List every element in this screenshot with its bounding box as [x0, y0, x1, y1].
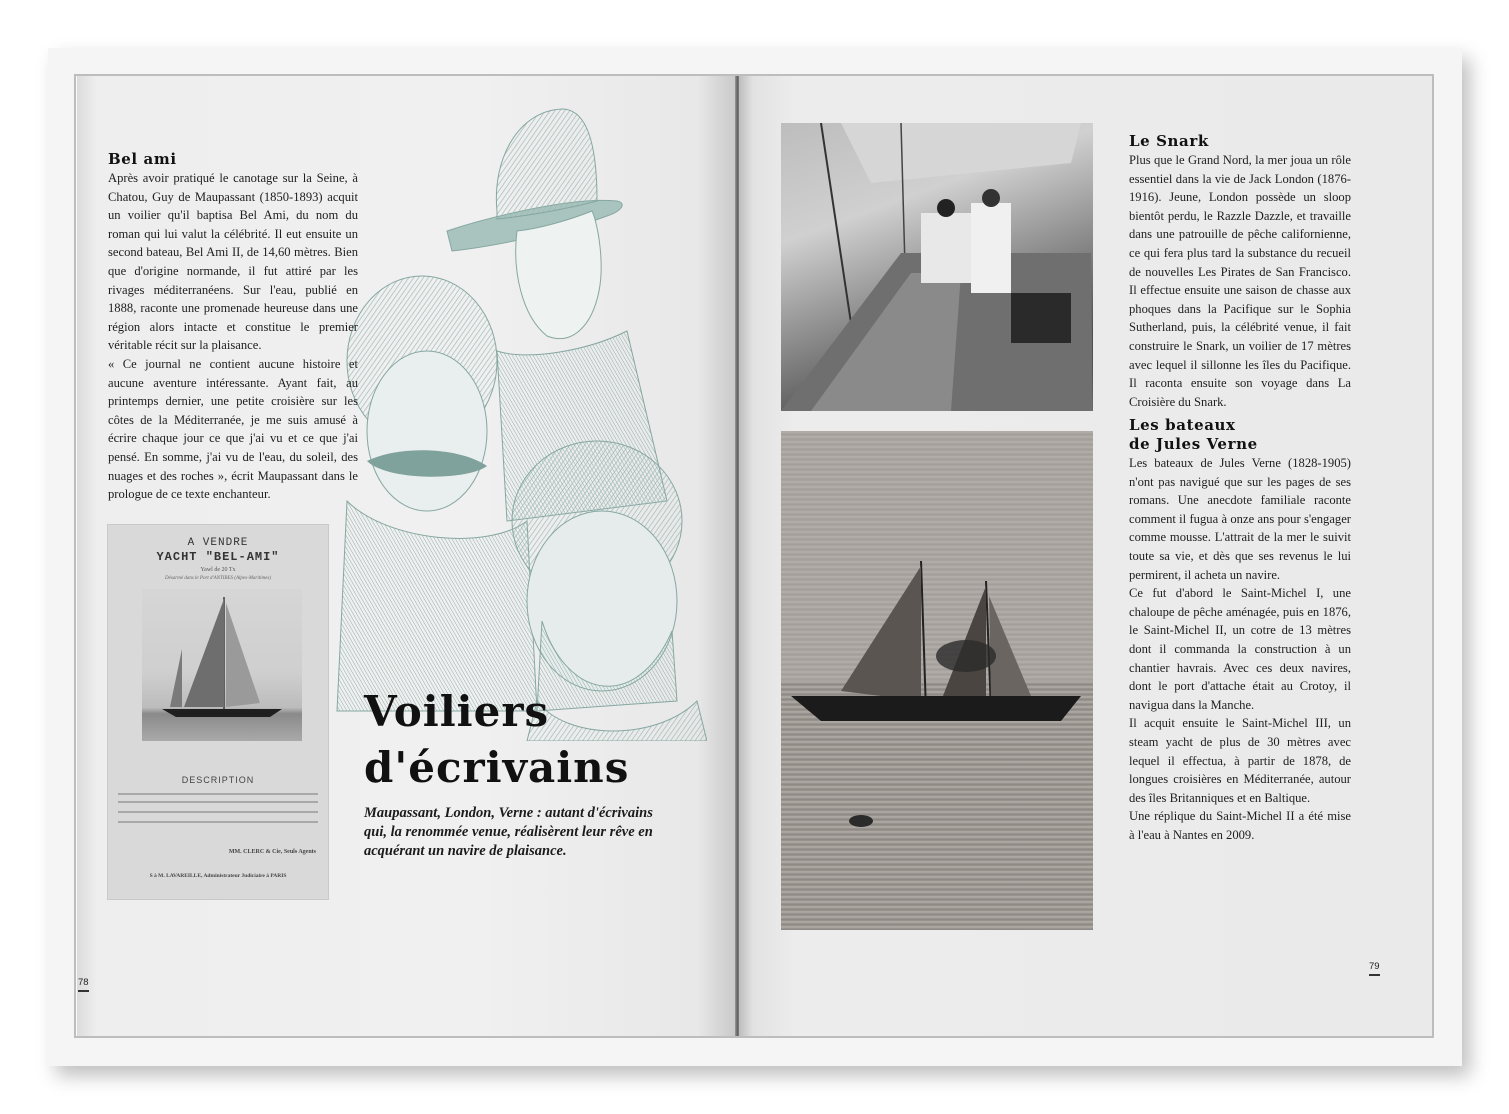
sailboat-icon — [142, 589, 302, 741]
right-page — [739, 76, 1432, 1036]
poster-fine-print — [118, 811, 318, 813]
page-title — [364, 684, 629, 796]
poster-line: A VENDRE — [187, 537, 249, 549]
page-title-line: d'écrivains — [364, 743, 630, 792]
page-number: 78 — [78, 977, 89, 992]
page-title-line: Voiliers — [364, 687, 550, 736]
yacht-photo — [142, 589, 302, 741]
poster-bottom-line: S à M. LAVAREILLE, Administrateur Judiciaire à PARIS — [149, 873, 287, 879]
section-heading: Le Snark — [1129, 132, 1209, 150]
section-heading-line: de Jules Verne — [1129, 435, 1258, 453]
section-body — [108, 169, 358, 504]
paragraph: Il acquit ensuite le Saint-Michel III, un steam yacht de plus de 30 mètres avec lequel il effectua, à partir de 1878, de longues croisières en Méditerranée, autour des îles Britanniques et en Baltique. — [1129, 716, 1351, 805]
section-heading: Bel ami — [108, 150, 177, 168]
section-body: Plus que le Grand Nord, la mer joua un rôle essentiel dans la vie de Jack London (1876-1916). Jeune, London possède un sloop bientôt perdu, le Razzle Dazzle, et travaille dans une patrouille de pêche californienne, ce qui fera plus tard la substance du recueil de nouvelles Les Pirates de San Francisco. Il effectue ensuite une saison de chasse aux phoques dans la Pacifique sur le Sophia Sutherland, puis, la célébrité venue, il fait construire le Snark, un voilier de 17 mètres avec lequel il sillonne les îles du Pacifique. Il raconta ensuite son voyage dans La Croisière du Snark. — [1129, 153, 1351, 409]
snark-deck-photo — [781, 123, 1093, 411]
section-heading — [1129, 416, 1351, 454]
page-subtitle: Maupassant, London, Verne : autant d'écrivains qui, la renommée venue, réalisèrent leur rêve en acquérant un navire de plaisance. — [364, 805, 653, 859]
paragraph: Une réplique du Saint-Michel II a été mise à l'eau à Nantes en 2009. — [1129, 809, 1351, 842]
steam-yacht-engraving-icon — [781, 431, 1093, 930]
quote-paragraph: « Ce journal ne contient aucune histoire et aucune aventure intéressante. Ayant fait, au printemps dernier, une petite croisière sur les côtes de la Méditerranée, je me suis amusé à écrire chaque jour ce que j'ai vu et ce que j'ai pensé. En somme, j'ai vu de l'eau, du soleil, des nuages et des roches », écrit Maupassant dans le prologue de ce texte enchanteur. — [108, 356, 358, 502]
poster-fine-print — [118, 821, 318, 823]
poster-line: YACHT "BEL-AMI" — [156, 550, 280, 564]
left-page — [77, 76, 737, 1036]
poster-agent: MM. CLERC & Cie, Seuls Agents — [228, 849, 316, 855]
ship-deck-photo-icon — [781, 123, 1093, 411]
section-heading-line: Les bateaux — [1129, 416, 1236, 434]
section-body — [1129, 454, 1351, 844]
paragraph: Après avoir pratiqué le canotage sur la Seine, à Chatou, Guy de Maupassant (1850-1893) acquit un voilier qu'il baptisa Bel Ami, du nom du roman qui lui valut la célébrité. Il eut ensuite un second bateau, Bel Ami II, de 14,60 mètres. Bien que d'origine normande, il fut attiré par les rivages méditerranéens. Sur l'eau, publié en 1888, raconte une promenade heureuse dans une région alors intacte et constitue le premier véritable récit sur la plaisance. — [108, 171, 358, 353]
poster-fine-print — [118, 801, 318, 803]
poster-line: Désarmé dans le Port d'ANTIBES (Alpes-Maritimes) — [165, 576, 271, 581]
poster-line: Yawl de 20 Tx — [200, 567, 236, 573]
saint-michel-engraving — [781, 431, 1093, 930]
section-jules-verne — [1129, 416, 1351, 844]
bel-ami-sale-poster — [107, 524, 329, 900]
paragraph: Les bateaux de Jules Verne (1828-1905) n'ont pas navigué que sur les pages de ses romans. Une anecdote familiale raconte comment il fugua à onze ans pour s'engager comme mousse. L'attrait de la mer le suivit toute sa vie, et dès que ses revenus le lui permirent, il acheta un navire. — [1129, 456, 1351, 582]
section-snark — [1129, 132, 1351, 411]
page-number: 79 — [1369, 961, 1380, 976]
section-bel-ami — [108, 150, 358, 504]
engraved-portraits-illustration — [327, 101, 707, 741]
poster-description-title: DESCRIPTION — [181, 775, 255, 785]
poster-fine-print — [118, 793, 318, 795]
paragraph: Ce fut d'abord le Saint-Michel I, une chaloupe de pêche aménagée, puis en 1876, le Saint-Michel II, un cotre de 13 mètres dont il commanda la construction à un chantier havrais. Avec ces deux navires, dont le port d'attache était au Crotoy, il navigua dans la Manche. — [1129, 586, 1351, 712]
